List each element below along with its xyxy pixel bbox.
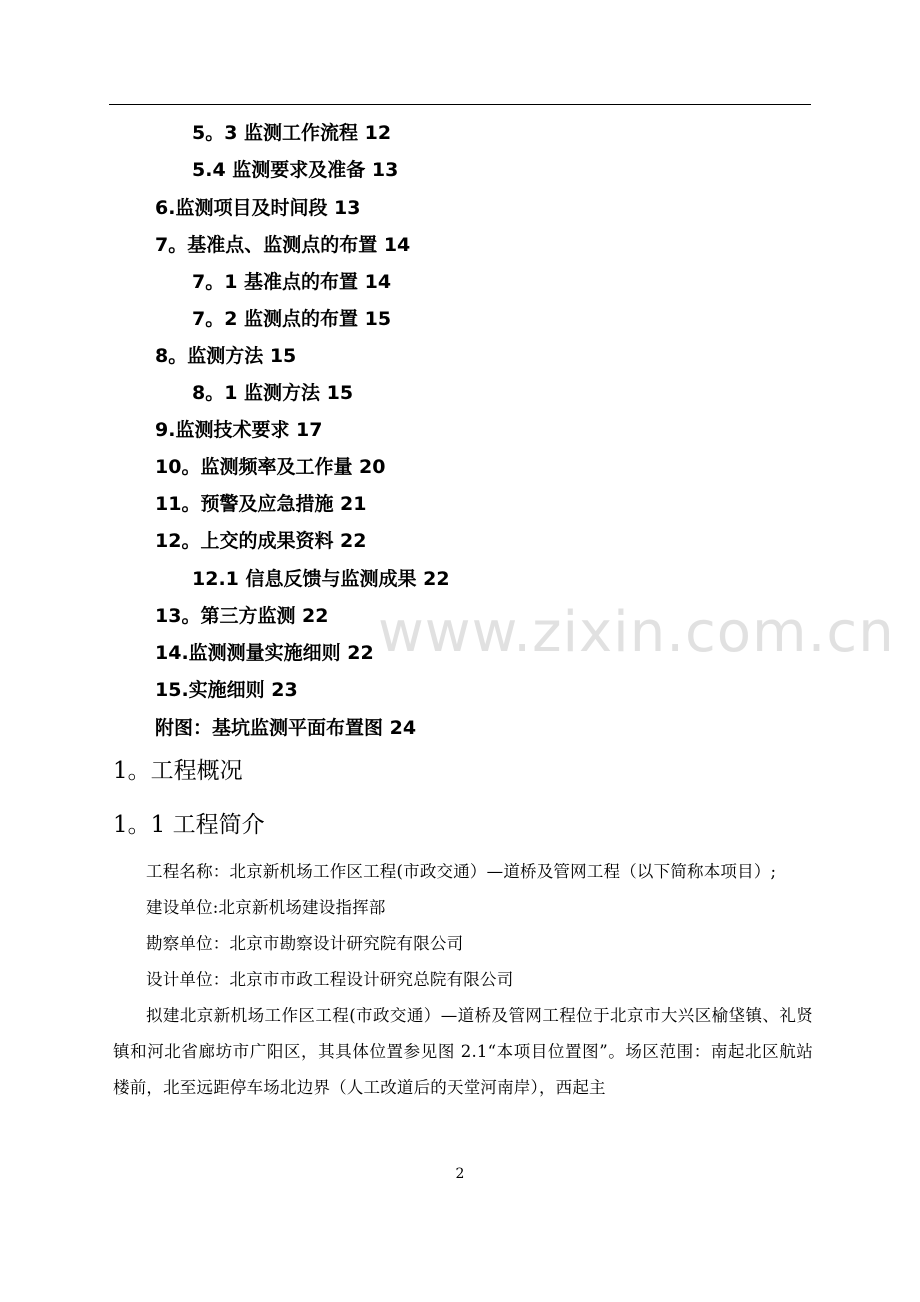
paragraph-project-name: 工程名称：北京新机场工作区工程(市政交通）—道桥及管网工程（以下简称本项目）; xyxy=(146,862,777,881)
toc-item[interactable]: 7。2 监测点的布置 15 xyxy=(192,308,392,330)
header-rule xyxy=(109,104,811,105)
toc-item[interactable]: 5.4 监测要求及准备 13 xyxy=(192,159,399,181)
subsection-heading: 1。1 工程简介 xyxy=(113,812,265,838)
toc-item[interactable]: 12.1 信息反馈与监测成果 22 xyxy=(192,568,450,590)
page-number: 2 xyxy=(455,1166,465,1182)
toc-item[interactable]: 10。监测频率及工作量 20 xyxy=(155,456,386,478)
toc-item[interactable]: 7。基准点、监测点的布置 14 xyxy=(155,234,411,256)
toc-item[interactable]: 13。第三方监测 22 xyxy=(155,605,329,627)
paragraph-design: 设计单位：北京市市政工程设计研究总院有限公司 xyxy=(146,970,514,989)
toc-item[interactable]: 7。1 基准点的布置 14 xyxy=(192,271,392,293)
toc-item[interactable]: 8。监测方法 15 xyxy=(155,345,297,367)
toc-item[interactable]: 11。预警及应急措施 21 xyxy=(155,493,367,515)
toc-item[interactable]: 14.监测测量实施细则 22 xyxy=(155,642,374,664)
toc-item[interactable]: 8。1 监测方法 15 xyxy=(192,382,354,404)
toc-item[interactable]: 附图：基坑监测平面布置图 24 xyxy=(155,717,417,739)
body-text xyxy=(113,854,813,1106)
toc-item[interactable]: 15.实施细则 23 xyxy=(155,679,298,701)
watermark: www.zixin.com.cn xyxy=(378,600,895,665)
toc-item[interactable]: 6.监测项目及时间段 13 xyxy=(155,197,361,219)
toc-item[interactable]: 9.监测技术要求 17 xyxy=(155,419,323,441)
toc-item[interactable]: 5。3 监测工作流程 12 xyxy=(192,122,392,144)
paragraph-builder: 建设单位:北京新机场建设指挥部 xyxy=(146,898,386,917)
toc-item[interactable]: 12。上交的成果资料 22 xyxy=(155,530,367,552)
paragraph-survey: 勘察单位：北京市勘察设计研究院有限公司 xyxy=(146,934,464,953)
paragraph-location: 拟建北京新机场工作区工程(市政交通）—道桥及管网工程位于北京市大兴区榆垡镇、礼贤镇和河北省廊坊市广阳区，其具体位置参见图 2.1“本项目位置图”。场区范围：南起北区航站楼前，北至远距停车场北边界（人工改道后的天堂河南岸），西起主 xyxy=(113,1006,813,1097)
section-heading: 1。工程概况 xyxy=(113,758,243,784)
